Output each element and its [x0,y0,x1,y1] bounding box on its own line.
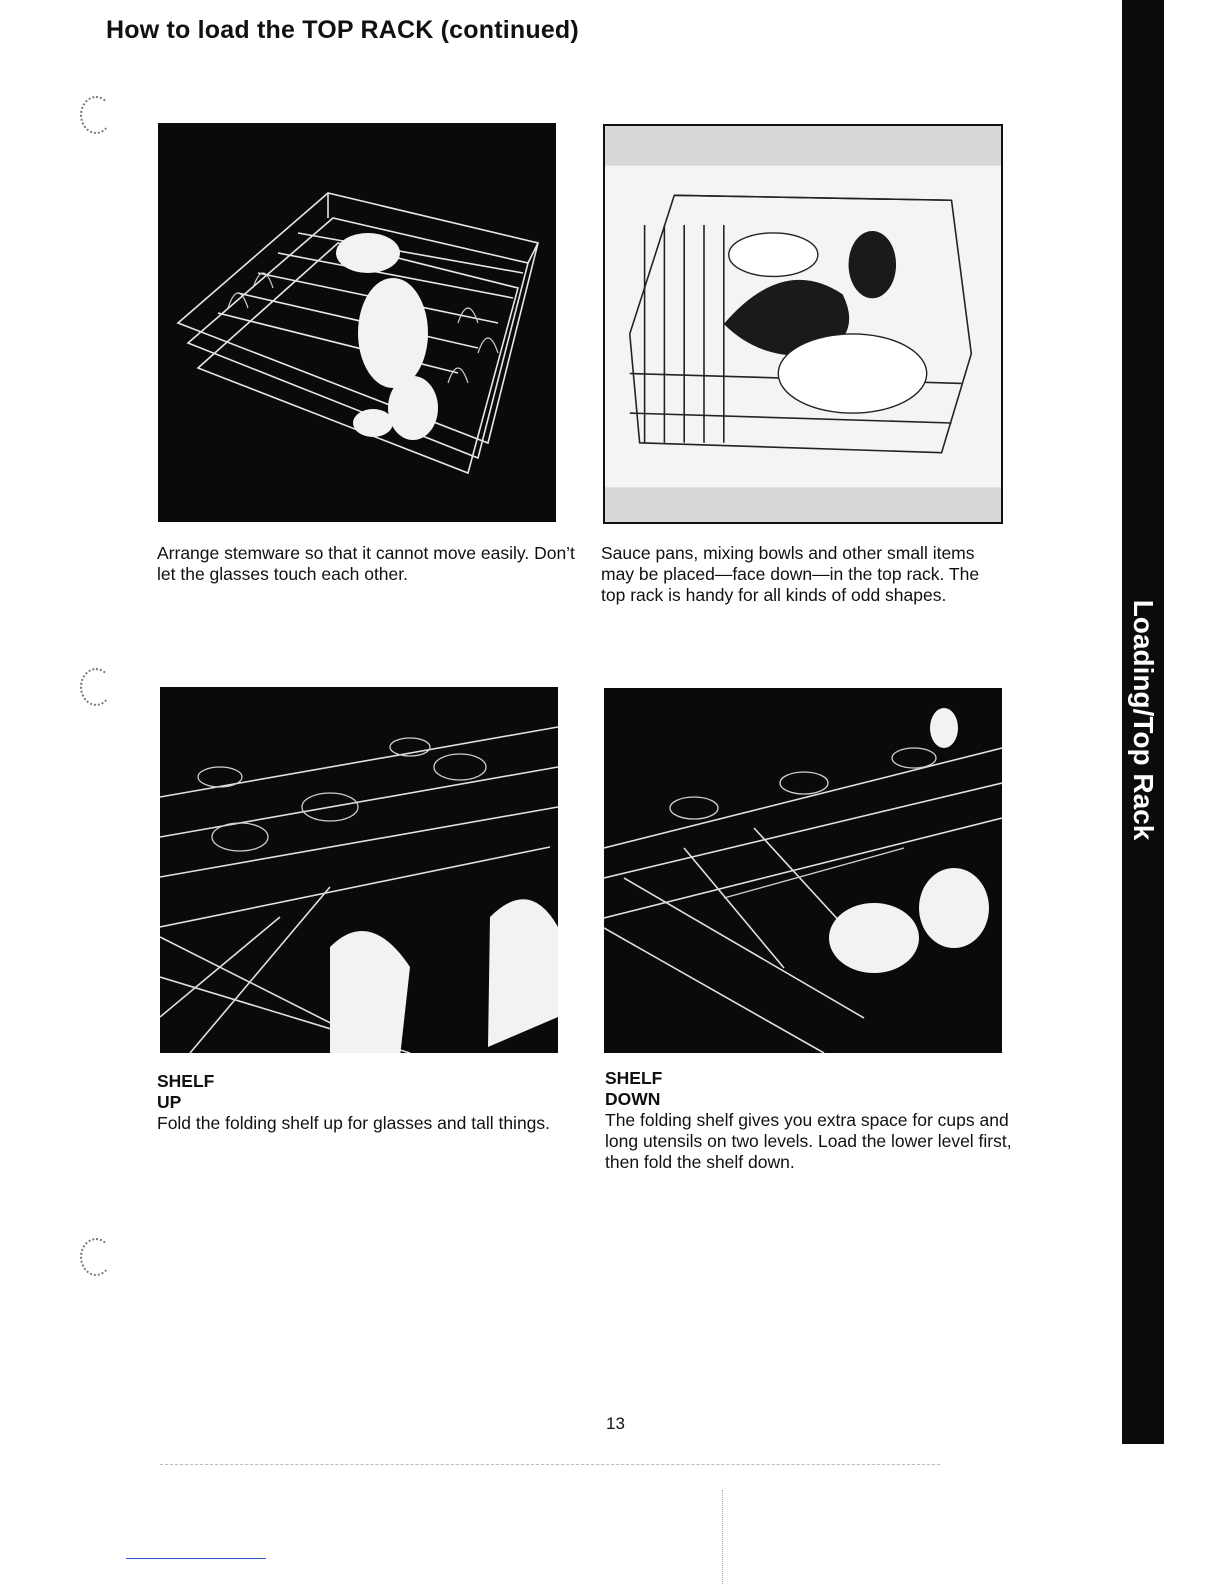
shelf-down-heading-line-2: DOWN [605,1089,661,1109]
photo-shelf-down [604,688,1002,1053]
photo-stemware-rack [158,123,556,522]
caption-stemware [157,543,577,585]
photo-pans-bowls-rack [603,124,1003,524]
caption-pans-bowls-text: Sauce pans, mixing bowls and other small items may be placed—face down—in the top rack. The top rack is handy for all kinds of odd shapes. [601,543,980,605]
rack-illustration-1 [158,123,556,522]
shelf-down-text: The folding shelf gives you extra space for cups and long utensils on two levels. Load the lower level first, then fold the shelf down. [605,1110,1012,1172]
shelf-down-heading-line-1: SHELF [605,1068,663,1088]
photo-shelf-up [160,687,558,1053]
side-tab-label: Loading/Top Rack [1128,599,1159,841]
page-number: 13 [606,1414,625,1433]
link-underline [126,1558,266,1559]
scan-artifact-rule [160,1464,940,1465]
scan-artifact-mark [722,1490,723,1584]
page-title: How to load the TOP RACK (continued) [106,16,579,44]
caption-stemware-text: Arrange stemware so that it cannot move easily. Don’t let the glasses touch each other. [157,543,575,584]
rack-illustration-2 [605,126,1001,522]
shelf-up-text: Fold the folding shelf up for glasses and tall things. [157,1113,551,1133]
rack-illustration-4 [604,688,1002,1053]
shelf-up-heading-line-1: SHELF [157,1071,215,1091]
rack-illustration-3 [160,687,558,1053]
caption-pans-bowls [601,543,1001,606]
binder-hole-top [80,96,112,134]
shelf-up-heading-line-2: UP [157,1092,182,1112]
binder-hole-bottom [80,1238,112,1276]
caption-shelf-up [157,1071,557,1134]
binder-hole-middle [80,668,112,706]
caption-shelf-down [605,1068,1030,1173]
